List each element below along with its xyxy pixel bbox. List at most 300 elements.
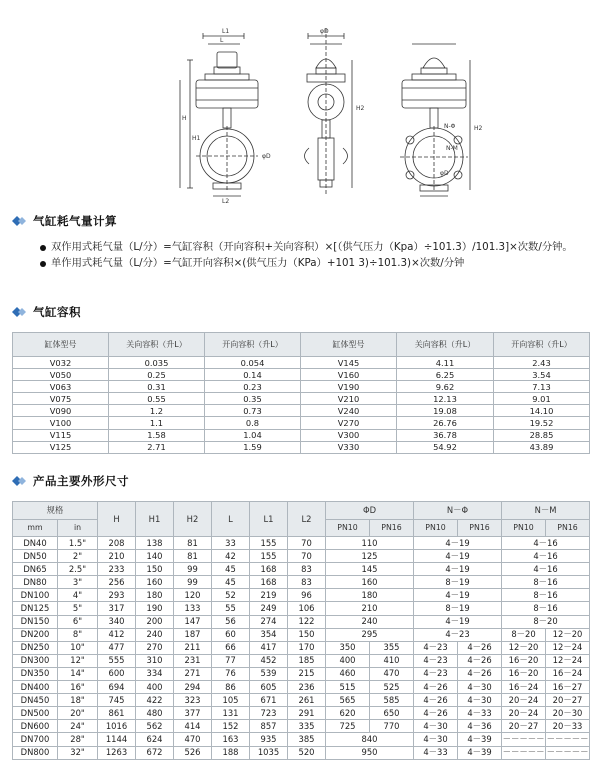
table-cell: 106: [288, 602, 326, 615]
table-cell: DN40: [13, 537, 58, 550]
table-cell: 12－20: [546, 628, 590, 641]
table-cell: 14.10: [494, 405, 590, 417]
table-cell: 4－23: [414, 641, 458, 654]
section-heading-volume: [12, 303, 81, 321]
table-cell: 105: [212, 694, 250, 707]
table-cell: 1035: [250, 746, 288, 759]
table-row: [13, 602, 590, 615]
diamond-icon: [12, 216, 27, 226]
table-cell: 16－27: [546, 681, 590, 694]
table-cell: －－－－－: [546, 746, 590, 759]
table-cell: 295: [326, 628, 414, 641]
label-nm: N-M: [446, 145, 458, 152]
table-cell: 385: [288, 733, 326, 746]
table-cell: 950: [326, 746, 414, 759]
table-cell: 33: [212, 537, 250, 550]
table-cell: 723: [250, 707, 288, 720]
header-nphi: N－Φ: [414, 502, 502, 520]
table-cell: 168: [250, 576, 288, 589]
table-row: [13, 550, 590, 563]
label-h2: H2: [356, 105, 365, 112]
table-cell: 293: [98, 589, 136, 602]
table-cell: V190: [301, 381, 397, 393]
table-cell: 261: [288, 694, 326, 707]
dimension-table: [12, 501, 590, 760]
table-cell: 4－19: [414, 550, 502, 563]
table-cell: 477: [98, 641, 136, 654]
table-cell: 270: [136, 641, 174, 654]
bullet-icon: [40, 245, 46, 251]
table-cell: 170: [288, 641, 326, 654]
table-cell: 8－19: [414, 576, 502, 589]
table-cell: 43.89: [494, 441, 590, 453]
table-cell: 1.59: [205, 441, 301, 453]
table-cell: 7.13: [494, 381, 590, 393]
table-cell: 70: [288, 537, 326, 550]
table-cell: 131: [212, 707, 250, 720]
table-cell: 4－36: [458, 720, 502, 733]
table-cell: 215: [288, 667, 326, 680]
table-cell: 208: [98, 537, 136, 550]
label-d1: φD: [262, 153, 271, 160]
header-pn10: PN10: [326, 519, 370, 537]
table-cell: 4－33: [458, 707, 502, 720]
table-cell: DN80: [13, 576, 58, 589]
table-cell: 236: [288, 681, 326, 694]
table-cell: 1144: [98, 733, 136, 746]
table-cell: 9.62: [397, 381, 494, 393]
table-cell: 2.5": [58, 563, 98, 576]
table-cell: V075: [13, 393, 109, 405]
table-cell: 16－20: [502, 667, 546, 680]
table-cell: 54.92: [397, 441, 494, 453]
table-cell: 4－19: [414, 537, 502, 550]
table-cell: 12－20: [502, 641, 546, 654]
table-cell: 0.25: [109, 369, 205, 381]
drawing-side-view: [305, 28, 353, 194]
table-cell: V300: [301, 429, 397, 441]
valve-drawings-svg: [0, 0, 600, 212]
table-cell: V160: [301, 369, 397, 381]
label-l1: L1: [222, 28, 230, 35]
table-cell: 10": [58, 641, 98, 654]
table-cell: 99: [174, 576, 212, 589]
table-cell: 4－26: [414, 694, 458, 707]
table-cell: 4.11: [397, 357, 494, 369]
table-row: [13, 369, 590, 381]
table-cell: DN400: [13, 681, 58, 694]
table-cell: V240: [301, 405, 397, 417]
table-cell: 0.31: [109, 381, 205, 393]
table-cell: V050: [13, 369, 109, 381]
table-cell: DN600: [13, 720, 58, 733]
table-cell: 180: [136, 589, 174, 602]
table-row: [13, 589, 590, 602]
table-cell: 334: [136, 667, 174, 680]
header-h1: H1: [136, 502, 174, 537]
table-cell: 16": [58, 681, 98, 694]
table-cell: 2": [58, 550, 98, 563]
section-title: 气缸容积: [33, 305, 81, 319]
table-cell: 620: [326, 707, 370, 720]
table-cell: 414: [174, 720, 212, 733]
table-cell: 70: [288, 550, 326, 563]
table-cell: －－－－－: [502, 746, 546, 759]
table-cell: 565: [326, 694, 370, 707]
table-cell: 6": [58, 615, 98, 628]
table-cell: 470: [370, 667, 414, 680]
table-row: [13, 694, 590, 707]
table-cell: 624: [136, 733, 174, 746]
table-cell: 515: [326, 681, 370, 694]
table-cell: 525: [370, 681, 414, 694]
cylinder-volume-table: [12, 332, 590, 454]
table-cell: 8－19: [414, 602, 502, 615]
label-d2: φD: [320, 28, 329, 35]
table-cell: 4－16: [502, 550, 590, 563]
table-cell: 605: [250, 681, 288, 694]
table-cell: DN125: [13, 602, 58, 615]
table-cell: 1263: [98, 746, 136, 759]
table-cell: 56: [212, 615, 250, 628]
table-row: [13, 381, 590, 393]
table-cell: 185: [288, 654, 326, 667]
table-cell: 857: [250, 720, 288, 733]
table-cell: 20－27: [546, 694, 590, 707]
table-cell: 28": [58, 733, 98, 746]
table-row: [13, 405, 590, 417]
section-heading-dimensions: [12, 472, 129, 490]
table-cell: 1.1: [109, 417, 205, 429]
table-cell: 16－20: [502, 654, 546, 667]
table-cell: 294: [174, 681, 212, 694]
table-cell: DN100: [13, 589, 58, 602]
formula-single-acting: [40, 256, 588, 272]
table-cell: 0.035: [109, 357, 205, 369]
table-cell: 19.08: [397, 405, 494, 417]
table-cell: 412: [98, 628, 136, 641]
table-cell: V330: [301, 441, 397, 453]
table-cell: 355: [370, 641, 414, 654]
table-cell: 240: [326, 615, 414, 628]
table-row: [13, 417, 590, 429]
table-cell: 160: [136, 576, 174, 589]
table-cell: 323: [174, 694, 212, 707]
table-cell: 539: [250, 667, 288, 680]
table-cell: 96: [288, 589, 326, 602]
formula-double-acting: [40, 240, 588, 256]
table-cell: 20－24: [502, 694, 546, 707]
table-cell: 120: [174, 589, 212, 602]
table-cell: 0.55: [109, 393, 205, 405]
table-cell: 18": [58, 694, 98, 707]
label-nphi: N-Φ: [444, 123, 456, 130]
table-cell: 460: [326, 667, 370, 680]
table-cell: 256: [98, 576, 136, 589]
header-mm: mm: [13, 519, 58, 537]
header-l: L: [212, 502, 250, 537]
header-pn16: PN16: [370, 519, 414, 537]
table-cell: 1016: [98, 720, 136, 733]
label-h2b: H2: [474, 125, 483, 132]
table-cell: 1.2: [109, 405, 205, 417]
table-cell: 4－19: [414, 615, 502, 628]
table-cell: 600: [98, 667, 136, 680]
table-cell: V270: [301, 417, 397, 429]
table-cell: 12": [58, 654, 98, 667]
formula-text: 双作用式耗气量（L/分）=气缸容积（开向容积+关向容积）×[（供气压力（Kpa）÷101.3）/101.3]×次数/分钟。: [51, 241, 573, 253]
table-cell: V100: [13, 417, 109, 429]
table-cell: －－－－－: [546, 733, 590, 746]
header-pn16: PN16: [546, 519, 590, 537]
table-row: [13, 720, 590, 733]
table-cell: 555: [98, 654, 136, 667]
table-cell: 400: [326, 654, 370, 667]
table-cell: 83: [288, 563, 326, 576]
table-cell: DN500: [13, 707, 58, 720]
table-cell: 20": [58, 707, 98, 720]
table-cell: 81: [174, 537, 212, 550]
table-cell: 138: [136, 537, 174, 550]
table-cell: 861: [98, 707, 136, 720]
table-cell: 77: [212, 654, 250, 667]
header-spec: 规格: [13, 502, 98, 520]
table-cell: 249: [250, 602, 288, 615]
table-cell: 211: [174, 641, 212, 654]
table-cell: 12－24: [546, 654, 590, 667]
table-cell: 60: [212, 628, 250, 641]
table-cell: 1.04: [205, 429, 301, 441]
table-cell: 672: [136, 746, 174, 759]
table-cell: 526: [174, 746, 212, 759]
table-cell: DN250: [13, 641, 58, 654]
table-row: [13, 393, 590, 405]
header-l1: L1: [250, 502, 288, 537]
table-row: [13, 537, 590, 550]
table-cell: 19.52: [494, 417, 590, 429]
table-cell: 24": [58, 720, 98, 733]
table-cell: 122: [288, 615, 326, 628]
table-cell: DN300: [13, 654, 58, 667]
table-cell: 6.25: [397, 369, 494, 381]
table-cell: 1.58: [109, 429, 205, 441]
table-cell: 4－19: [414, 589, 502, 602]
valve-drawings: [0, 0, 600, 212]
table-cell: 585: [370, 694, 414, 707]
table-cell: DN150: [13, 615, 58, 628]
table-cell: 4－30: [458, 681, 502, 694]
table-cell: 4－33: [414, 746, 458, 759]
formula-text: 单作用式耗气量（L/分）=气缸开向容积×(供气压力（KPa）+101 3)÷101.3)×次数/分钟: [51, 256, 465, 269]
table-row: [13, 746, 590, 759]
table-cell: 340: [98, 615, 136, 628]
table-cell: 4": [58, 589, 98, 602]
table-cell: 452: [250, 654, 288, 667]
table-cell: 4－16: [502, 563, 590, 576]
table-cell: 4－26: [458, 667, 502, 680]
table-cell: 150: [288, 628, 326, 641]
table-row: [13, 733, 590, 746]
table-cell: 99: [174, 563, 212, 576]
table-cell: 4－26: [458, 641, 502, 654]
table-cell: 8－16: [502, 576, 590, 589]
table-cell: 4－39: [458, 746, 502, 759]
header-h2: H2: [174, 502, 212, 537]
table-cell: 190: [136, 602, 174, 615]
table-cell: 20－33: [546, 720, 590, 733]
table-cell: 210: [326, 602, 414, 615]
table-cell: 274: [250, 615, 288, 628]
table-cell: 4－26: [414, 681, 458, 694]
table-cell: 520: [288, 746, 326, 759]
label-h1: H1: [192, 135, 201, 142]
table-cell: 52: [212, 589, 250, 602]
table-cell: 4－16: [502, 537, 590, 550]
table-cell: 231: [174, 654, 212, 667]
table-cell: 377: [174, 707, 212, 720]
label-h: H: [182, 115, 187, 122]
header-l2: L2: [288, 502, 326, 537]
table-cell: 354: [250, 628, 288, 641]
column-header: 缸体型号: [13, 333, 109, 357]
table-cell: 0.73: [205, 405, 301, 417]
table-row: [13, 563, 590, 576]
table-cell: 4－39: [458, 733, 502, 746]
table-cell: 5": [58, 602, 98, 615]
column-header: 开向容积（升L）: [494, 333, 590, 357]
table-cell: 83: [288, 576, 326, 589]
table-cell: 335: [288, 720, 326, 733]
table-row: [13, 441, 590, 453]
table-cell: 8－16: [502, 589, 590, 602]
column-header: 关向容积（升L）: [397, 333, 494, 357]
table-cell: 422: [136, 694, 174, 707]
header-in: in: [58, 519, 98, 537]
table-cell: 417: [250, 641, 288, 654]
table-cell: DN65: [13, 563, 58, 576]
table-cell: 4－30: [458, 694, 502, 707]
table-cell: V145: [301, 357, 397, 369]
table-cell: 0.054: [205, 357, 301, 369]
table-cell: 150: [136, 563, 174, 576]
table-cell: 8－20: [502, 628, 546, 641]
table-cell: 400: [136, 681, 174, 694]
table-cell: 163: [212, 733, 250, 746]
table-row: [13, 641, 590, 654]
table-cell: 28.85: [494, 429, 590, 441]
table-cell: 145: [326, 563, 414, 576]
table-cell: 125: [326, 550, 414, 563]
table-cell: 133: [174, 602, 212, 615]
table-cell: －－－－－: [502, 733, 546, 746]
table-row: [13, 667, 590, 680]
table-cell: 155: [250, 550, 288, 563]
table-cell: 219: [250, 589, 288, 602]
table-cell: DN700: [13, 733, 58, 746]
table-cell: V125: [13, 441, 109, 453]
table-cell: 16－24: [502, 681, 546, 694]
table-cell: 562: [136, 720, 174, 733]
table-cell: DN800: [13, 746, 58, 759]
table-row: [13, 357, 590, 369]
table-row: [13, 707, 590, 720]
table-cell: 45: [212, 576, 250, 589]
table-cell: 20－24: [502, 707, 546, 720]
header-pn10: PN10: [502, 519, 546, 537]
bullet-icon: [40, 261, 46, 267]
label-l2: L2: [222, 198, 230, 205]
table-cell: 20－27: [502, 720, 546, 733]
table-cell: 42: [212, 550, 250, 563]
table-cell: 310: [136, 654, 174, 667]
table-row: [13, 429, 590, 441]
table-cell: 9.01: [494, 393, 590, 405]
table-cell: 26.76: [397, 417, 494, 429]
table-cell: 140: [136, 550, 174, 563]
table-cell: DN350: [13, 667, 58, 680]
table-cell: 725: [326, 720, 370, 733]
diamond-icon: [12, 476, 27, 486]
table-cell: 12.13: [397, 393, 494, 405]
table-cell: 840: [326, 733, 414, 746]
table-cell: 4－26: [458, 654, 502, 667]
header-phid: ΦD: [326, 502, 414, 520]
table-cell: 4－26: [414, 707, 458, 720]
column-header: 缸体型号: [301, 333, 397, 357]
table-cell: 317: [98, 602, 136, 615]
table-cell: 0.14: [205, 369, 301, 381]
table-cell: 180: [326, 589, 414, 602]
section-title: 气缸耗气量计算: [33, 214, 117, 228]
table-cell: 3": [58, 576, 98, 589]
label-phid: φD: [440, 170, 449, 177]
table-cell: 187: [174, 628, 212, 641]
table-cell: 0.35: [205, 393, 301, 405]
table-row: [13, 576, 590, 589]
table-cell: 4－30: [414, 733, 458, 746]
table-cell: 16－24: [546, 667, 590, 680]
table-cell: 3.54: [494, 369, 590, 381]
formula-list: [40, 240, 588, 271]
table-cell: 210: [98, 550, 136, 563]
table-row: [13, 654, 590, 667]
table-cell: 4－23: [414, 654, 458, 667]
table-cell: 152: [212, 720, 250, 733]
table-cell: 45: [212, 563, 250, 576]
table-cell: 81: [174, 550, 212, 563]
table-cell: 470: [174, 733, 212, 746]
diamond-icon: [12, 307, 27, 317]
table-row: [13, 615, 590, 628]
table-cell: 0.8: [205, 417, 301, 429]
table-cell: 745: [98, 694, 136, 707]
header-pn10: PN10: [414, 519, 458, 537]
table-cell: 168: [250, 563, 288, 576]
table-cell: 12－24: [546, 641, 590, 654]
table-cell: 4－23: [414, 667, 458, 680]
column-header: 开向容积（升L）: [205, 333, 301, 357]
table-cell: V063: [13, 381, 109, 393]
drawing-lug-view: [400, 44, 470, 196]
table-cell: V115: [13, 429, 109, 441]
table-cell: 20－30: [546, 707, 590, 720]
table-cell: DN450: [13, 694, 58, 707]
table-cell: 240: [136, 628, 174, 641]
table-cell: 4－19: [414, 563, 502, 576]
section-heading-consumption: [12, 212, 117, 230]
table-cell: 155: [250, 537, 288, 550]
table-cell: 110: [326, 537, 414, 550]
